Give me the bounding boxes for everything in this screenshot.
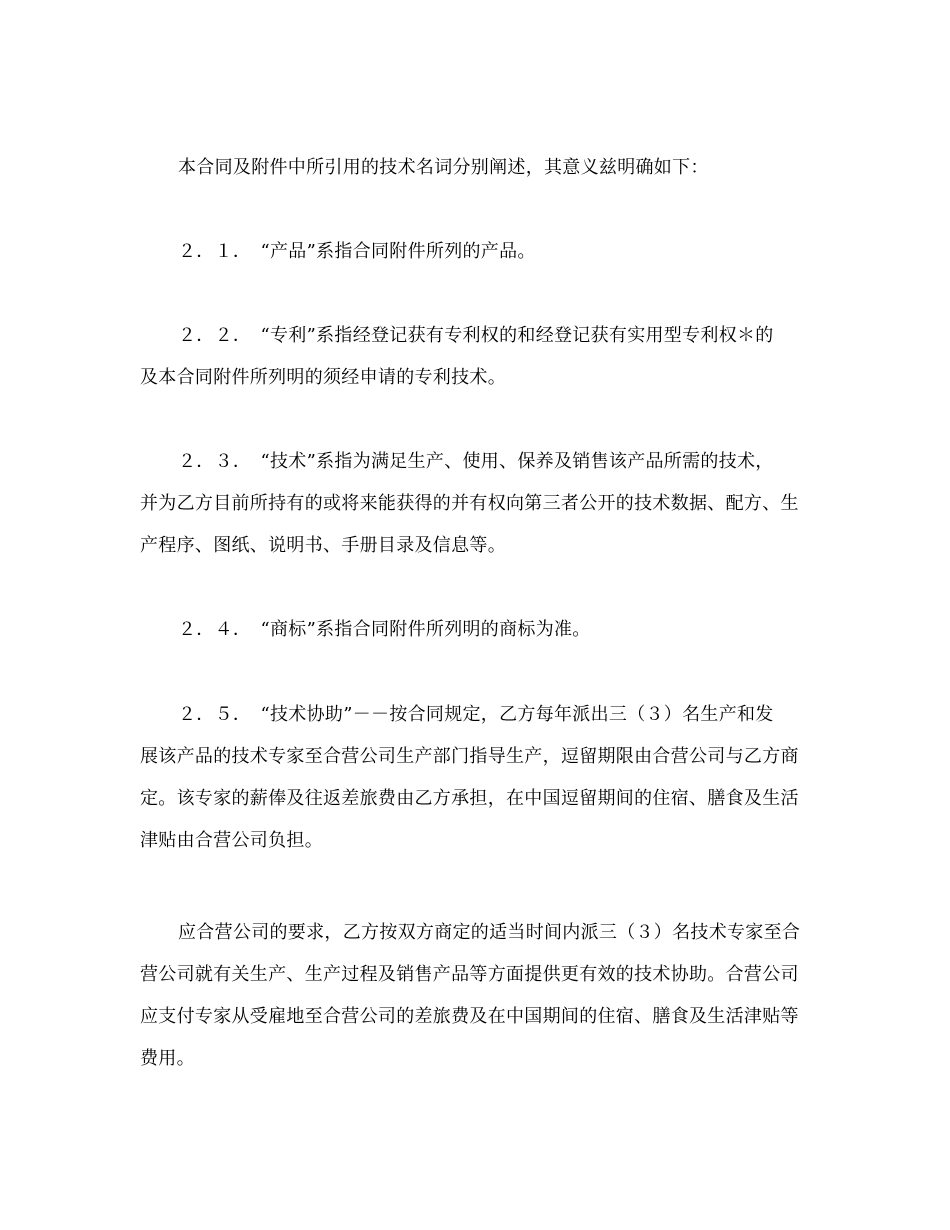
paragraph-intro xyxy=(140,147,812,189)
paragraph-additional-assistance xyxy=(140,912,812,1080)
text-line: ２．２． “专利”系指经登记获有专利权的和经登记获有实用型专利权＊的 xyxy=(178,325,774,346)
paragraph-clause-2-4 xyxy=(140,609,812,651)
paragraph-clause-2-1 xyxy=(140,231,812,273)
text-line: ２．３． “技术”系指为满足生产、使用、保养及销售该产品所需的技术， xyxy=(178,451,774,472)
text-line: ２．４． “商标”系指合同附件所列明的商标为准。 xyxy=(178,619,591,640)
paragraph-clause-2-2 xyxy=(140,315,812,399)
text-line: 应支付专家从受雇地至合营公司的差旅费及在中国期间的住宿、膳食及生活津贴等 xyxy=(140,1006,799,1027)
text-line: ２．５． “技术协助”－－按合同规定，乙方每年派出三（３）名生产和发 xyxy=(178,704,774,725)
text-line: 展该产品的技术专家至合营公司生产部门指导生产，逗留期限由合营公司与乙方商 xyxy=(140,746,799,767)
text-line: 营公司就有关生产、生产过程及销售产品等方面提供更有效的技术协助。合营公司 xyxy=(140,964,799,985)
text-line: 本合同及附件中所引用的技术名词分别阐述，其意义兹明确如下： xyxy=(178,157,709,178)
text-line: ２．１． “产品”系指合同附件所列的产品。 xyxy=(178,241,536,262)
text-line: 并为乙方目前所持有的或将来能获得的并有权向第三者公开的技术数据、配方、生 xyxy=(140,493,799,514)
text-line: 及本合同附件所列明的须经申请的专利技术。 xyxy=(140,367,506,388)
text-line: 定。该专家的薪俸及往返差旅费由乙方承担，在中国逗留期间的住宿、膳食及生活 xyxy=(140,788,799,809)
text-line: 津贴由合营公司负担。 xyxy=(140,830,323,851)
paragraph-clause-2-5 xyxy=(140,694,812,862)
text-line: 产程序、图纸、说明书、手册目录及信息等。 xyxy=(140,535,506,556)
paragraph-clause-2-3 xyxy=(140,441,812,567)
text-line: 应合营公司的要求，乙方按双方商定的适当时间内派三（３）名技术专家至合 xyxy=(178,922,801,943)
text-line: 费用。 xyxy=(140,1048,195,1069)
